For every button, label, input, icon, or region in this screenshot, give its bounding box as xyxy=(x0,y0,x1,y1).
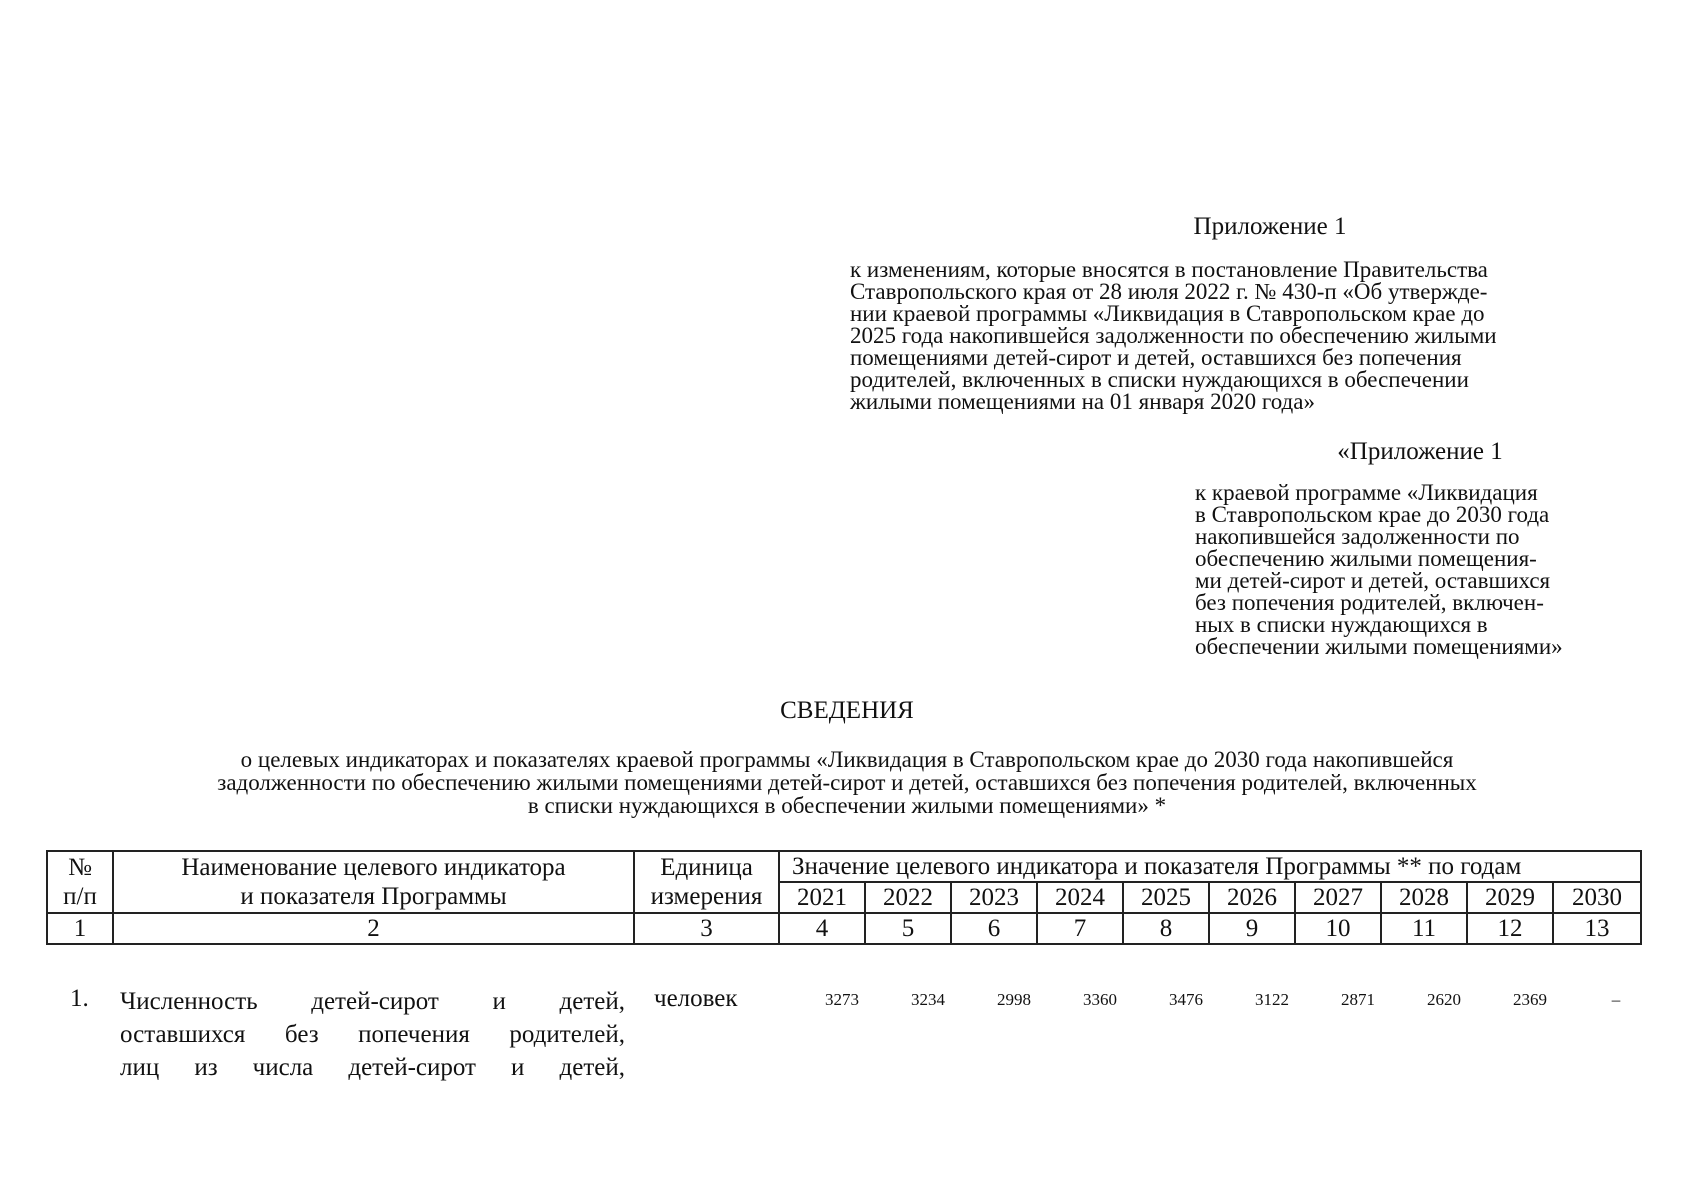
column-number: 5 xyxy=(865,913,951,944)
program-appendix-text xyxy=(1195,482,1650,658)
row-value-2028: 2620 xyxy=(1427,990,1461,1009)
program-appendix-line: обеспечению жилыми помещения- xyxy=(1195,546,1537,571)
appendix-line: помещениями детей-сирот и детей, оставшихся без попечения xyxy=(850,345,1462,370)
row-value-2025: 3476 xyxy=(1169,990,1203,1009)
column-number: 7 xyxy=(1037,913,1123,944)
column-number: 6 xyxy=(951,913,1037,944)
row-indicator-name xyxy=(120,985,625,1084)
table-row xyxy=(46,985,1646,1105)
subtitle-line: о целевых индикаторах и показателях краевой программы «Ликвидация в Ставропольском крае до 2030 года накопившейся xyxy=(240,747,1454,772)
column-number: 1 xyxy=(47,913,113,944)
header-year: 2025 xyxy=(1123,882,1209,913)
header-name-line: и показателя Программы xyxy=(240,883,507,910)
program-appendix-title: «Приложение 1 xyxy=(1337,438,1503,465)
row-value-2030: – xyxy=(1611,990,1621,1009)
header-values-group: Значение целевого индикатора и показателя Программы ** по годам xyxy=(779,851,1641,882)
appendix-line: Ставропольского края от 28 июля 2022 г. № 430-п «Об утвержде- xyxy=(850,279,1488,304)
subtitle-line: задолженности по обеспечению жилыми помещениями детей-сирот и детей, оставшихся без попечения родителей, включенных xyxy=(217,770,1477,795)
header-year: 2021 xyxy=(779,882,865,913)
header-num xyxy=(47,851,113,913)
row-value-2026: 3122 xyxy=(1255,990,1289,1009)
header-row xyxy=(47,851,1641,882)
header-name xyxy=(113,851,634,913)
program-appendix-line: ми детей-сирот и детей, оставшихся xyxy=(1195,568,1551,593)
header-year: 2029 xyxy=(1467,882,1553,913)
row-number: 1. xyxy=(70,985,89,1012)
program-appendix-line: к краевой программе «Ликвидация xyxy=(1195,480,1538,505)
row-unit: человек xyxy=(654,985,738,1012)
header-year: 2028 xyxy=(1381,882,1467,913)
program-appendix-line: в Ставропольском крае до 2030 года xyxy=(1195,502,1550,527)
row-value-2022: 3234 xyxy=(911,990,945,1009)
column-number: 12 xyxy=(1467,913,1553,944)
appendix-line: нии краевой программы «Ликвидация в Ставропольском крае до xyxy=(850,301,1485,326)
program-appendix-line: ных в списки нуждающихся в xyxy=(1195,612,1488,637)
header-num-line: п/п xyxy=(63,883,97,910)
row-value-2029: 2369 xyxy=(1513,990,1547,1009)
header-unit xyxy=(634,851,779,913)
column-number: 4 xyxy=(779,913,865,944)
row-name-line: Численность детей-сирот и детей, xyxy=(120,988,625,1015)
program-appendix-line: накопившейся задолженности по xyxy=(1195,524,1520,549)
subtitle-line: в списки нуждающихся в обеспечении жилыми помещениями» * xyxy=(527,793,1167,818)
header-num-line: № xyxy=(68,854,92,881)
row-value-2027: 2871 xyxy=(1341,990,1375,1009)
appendix-title: Приложение 1 xyxy=(1193,213,1347,240)
program-appendix-line: обеспечении жилыми помещениями» xyxy=(1195,634,1563,659)
column-number: 8 xyxy=(1123,913,1209,944)
header-unit-line: измерения xyxy=(650,883,763,910)
header-year: 2026 xyxy=(1209,882,1295,913)
row-value-2024: 3360 xyxy=(1083,990,1117,1009)
document-title: СВЕДЕНИЯ xyxy=(780,697,914,724)
column-number: 10 xyxy=(1295,913,1381,944)
appendix-line: родителей, включенных в списки нуждающихся в обеспечении xyxy=(850,367,1469,392)
header-year: 2024 xyxy=(1037,882,1123,913)
header-name-line: Наименование целевого индикатора xyxy=(181,854,566,881)
indicators-table xyxy=(46,850,1640,945)
column-number: 2 xyxy=(113,913,634,944)
document-subtitle xyxy=(55,748,1639,817)
header-year: 2023 xyxy=(951,882,1037,913)
header-year: 2030 xyxy=(1553,882,1641,913)
appendix-text xyxy=(850,259,1650,413)
row-name-line: лиц из числа детей-сирот и детей, xyxy=(120,1054,625,1081)
header-year: 2027 xyxy=(1295,882,1381,913)
appendix-line: 2025 года накопившейся задолженности по обеспечению жилыми xyxy=(850,323,1497,348)
column-number: 3 xyxy=(634,913,779,944)
row-value-2021: 3273 xyxy=(825,990,859,1009)
appendix-line: к изменениям, которые вносятся в постановление Правительства xyxy=(850,257,1488,282)
row-name-line: оставшихся без попечения родителей, xyxy=(120,1021,625,1048)
column-number: 11 xyxy=(1381,913,1467,944)
appendix-line: жилыми помещениями на 01 января 2020 года» xyxy=(850,389,1315,414)
column-number: 13 xyxy=(1553,913,1641,944)
column-numbers-row xyxy=(47,913,1641,944)
program-appendix-line: без попечения родителей, включен- xyxy=(1195,590,1544,615)
row-value-2023: 2998 xyxy=(997,990,1031,1009)
column-number: 9 xyxy=(1209,913,1295,944)
header-unit-line: Единица xyxy=(660,854,753,881)
header-year: 2022 xyxy=(865,882,951,913)
